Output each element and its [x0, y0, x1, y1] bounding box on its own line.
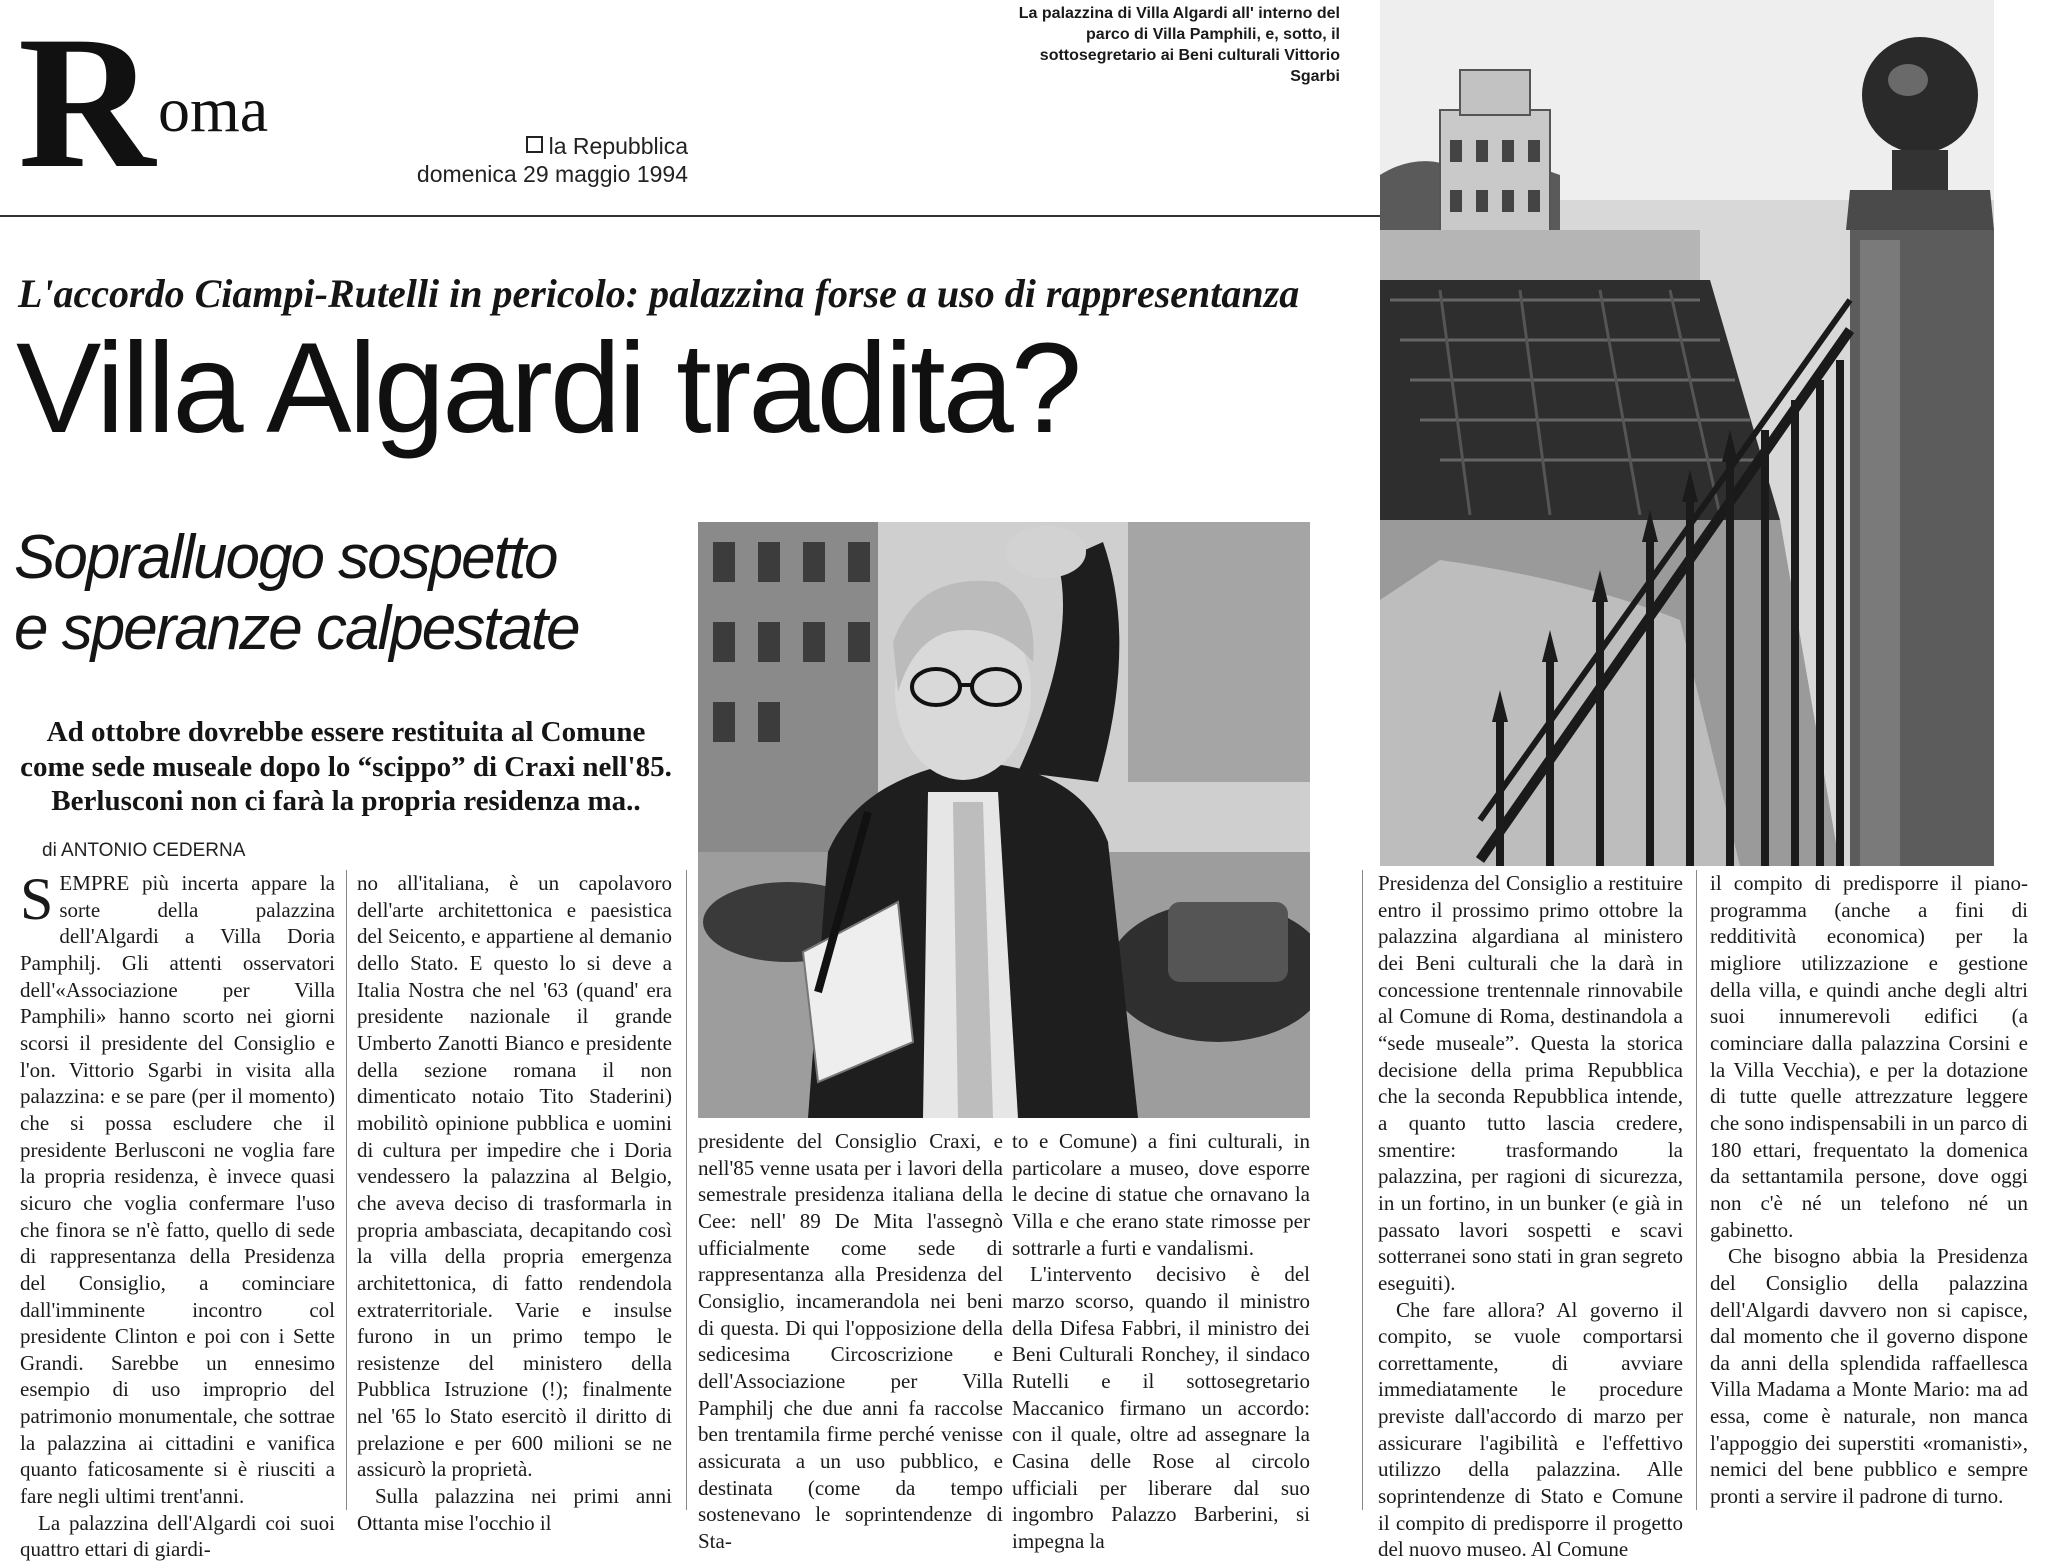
article-byline: di ANTONIO CEDERNA [42, 840, 245, 862]
article-subhead [14, 522, 684, 665]
paragraph: La palazzina dell'Algardi coi suoi quattro ettari di giardi- [20, 1510, 335, 1563]
column-rule [686, 870, 687, 1510]
column-rule [1696, 870, 1697, 1510]
article-column-6 [1710, 870, 2028, 1510]
masthead-section-title: oma [158, 78, 268, 142]
summary-line: come sede museale dopo lo “scippo” di Craxi nell'85. [10, 750, 682, 785]
article-column-1 [20, 870, 335, 1563]
villa-photo [1380, 0, 1994, 866]
paragraph: Che bisogno abbia la Presidenza del Consiglio della palazzina dell'Algardi davvero non si capisce, dal momento che il governo dispone da anni della splendida raffaellesca Villa Madama a Monte Mario: ma ad essa, come è naturale, non manca l'appoggio dei superstiti «romanisti», nemici del bene pubblico e sempre pronti a servire il padrone di turno. [1710, 1243, 2028, 1510]
column-rule [1362, 870, 1363, 1510]
paragraph: to e Comune) a fini culturali, in particolare a museo, dove esporre le decine di statue che ornavano la Villa e che erano state rimosse per sottrarle a furti e vandalismi. [1012, 1128, 1310, 1261]
article-column-2 [357, 870, 672, 1536]
article-kicker: L'accordo Ciampi-Rutelli in pericolo: palazzina forse a uso di rappresentanza [18, 274, 1368, 314]
article-headline: Villa Algardi tradita? [16, 322, 1371, 456]
article-column-3 [698, 1128, 1003, 1555]
newspaper-name: la Repubblica [549, 133, 688, 159]
summary-line: Ad ottobre dovrebbe essere restituita al Comune [10, 715, 682, 750]
publication-info [388, 132, 688, 188]
paragraph: Che fare allora? Al governo il compito, se vuole comportarsi correttamente, di avviare immediatamente le procedure previste dall'accordo di marzo per assicurare l'agibilità e l'effettivo utilizzo della palazzina. Alle soprintendenze di Stato e Comune il compito di predisporre il progetto del nuovo museo. Al Comune [1378, 1297, 1683, 1563]
dropcap-letter: S [20, 870, 59, 924]
summary-line: Berlusconi non ci farà la propria residenza ma.. [10, 784, 682, 819]
subhead-line: Sopralluogo sospetto [14, 522, 684, 593]
article-column-4 [1012, 1128, 1310, 1555]
checkbox-square-icon [526, 136, 543, 153]
column-rule [346, 870, 347, 1510]
article-summary [10, 715, 682, 819]
lead-word: EMPRE [59, 871, 129, 895]
subhead-line: e speranze calpestate [14, 593, 684, 664]
header-rule [0, 215, 1380, 217]
paragraph: il compito di predisporre il piano-programma (anche a fini di redditività economica) per la migliore utilizzazione e gestione della villa, e quindi anche degli altri suoi innumerevoli edifici (a cominciare dalla palazzina Corsini e la Villa Vecchia), e per la dotazione di tutte quelle attrezzature leggere che sono indispensabili in un parco di 180 ettari, frequentato la domenica da settantamila persone, dove oggi non c'è né un telefono né un gabinetto. [1710, 870, 2028, 1243]
photo-caption: La palazzina di Villa Algardi all' interno del parco di Villa Pamphili, e, sotto, il sottosegretario ai Beni culturali Vittorio Sgarbi [990, 3, 1340, 87]
paragraph: presidente del Consiglio Craxi, e nell'85 venne usata per i lavori della semestrale presidenza italiana della Cee: nell' 89 De Mita l'assegnò ufficialmente come sede di rappresentanza alla Presidenza del Consiglio, incamerandola nei beni di questa. Di qui l'opposizione della sedicesima Circoscrizione e dell'Associazione per Villa Pamphilj che due anni fa raccolse ben trentamila firme perché venisse assicurata a un uso pubblico, e destinata (come da tempo sostenevano le soprintendenze di Sta- [698, 1128, 1003, 1555]
paragraph: no all'italiana, è un capolavoro dell'arte architettonica e paesistica del Seicento, e appartiene al demanio dello Stato. E questo lo si deve a Italia Nostra che nel '63 (quand' era presidente nazionale il grande Umberto Zanotti Bianco e presidente della sezione romana il non dimenticato notaio Tito Staderini) mobilitò opinione pubblica e uomini di cultura per impedire che i Doria vendessero la palazzina al Belgio, che aveva deciso di trasformarla in propria ambasciata, decapitando così la villa della propria emergenza architettonica, di fatto rendendola extraterritoriale. Varie e insulse furono in un primo tempo le resistenze del ministero della Pubblica Istruzione (!); finalmente nel '65 lo Stato esercitò il diritto di prelazione e per 600 milioni se ne assicurò la proprietà. [357, 870, 672, 1483]
paragraph: L'intervento decisivo è del marzo scorso, quando il ministro della Difesa Fabbri, il ministro dei Beni Culturali Ronchey, il sindaco Rutelli e il sottosegretario Maccanico firmano un accordo: con il quale, oltre ad assegnare la Casina delle Rose al circolo ufficiali per liberare dal suo ingombro Palazzo Barberini, si impegna la [1012, 1261, 1310, 1554]
paragraph: più incerta appare la sorte della palazzina dell'Algardi a Villa Doria Pamphilj. Gli attenti osservatori dell'«Associazione per Villa Pamphili» hanno scorto nei giorni scorsi il presidente del Consiglio e l'on. Vittorio Sgarbi in visita alla palazzina: e se pare (per il momento) che si possa escludere che il presidente Berlusconi ne voglia fare la propria residenza, è invece quasi sicuro che voglia confermare l'uso che finora se n'è fatto, quello di sede di rappresentanza della Presidenza del Consiglio, a cominciare dall'imminente incontro col presidente Clinton e poi con i Sette Grandi. Sarebbe un ennesimo esempio di uso improprio del patrimonio monumentale, che sottrae la palazzina ai cittadini e vanifica quanto faticosamente si è riusciti a fare negli ultimi trent'anni. [20, 871, 335, 1508]
publication-date: domenica 29 maggio 1994 [388, 160, 688, 188]
masthead-initial: R [18, 8, 151, 198]
article-column-5 [1378, 870, 1683, 1563]
paragraph: Sulla palazzina nei primi anni Ottanta mise l'occhio il [357, 1483, 672, 1536]
paragraph: Presidenza del Consiglio a restituire entro il prossimo primo ottobre la palazzina algardiana al ministero dei Beni culturali che la darà in concessione trentennale rinnovabile al Comune di Roma, destinandola a “sede museale”. Questa la storica decisione della prima Repubblica che la seconda Repubblica intende, a quanto tutto lascia credere, smentire: trasformando la palazzina, per ragioni di sicurezza, in un fortino, in un bunker (e già in passato lavori sospetti e scavi sotterranei sono stati in gran segreto eseguiti). [1378, 870, 1683, 1297]
sgarbi-photo [698, 522, 1310, 1118]
